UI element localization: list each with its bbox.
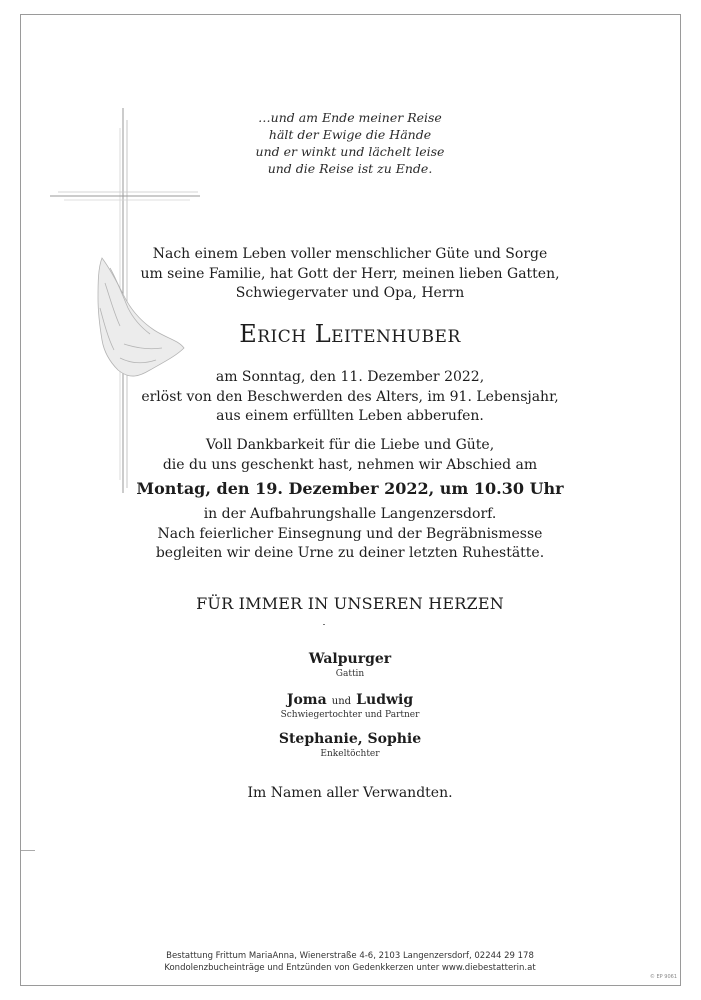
footer-line: Bestattung Frittum MariaAnna, Wienerstraße 4-6, 2103 Langenzersdorf, 02244 29 178 bbox=[166, 951, 534, 961]
footer bbox=[110, 950, 590, 974]
poem-line: und er winkt und lächelt leise bbox=[255, 144, 445, 159]
intro-text bbox=[110, 245, 590, 304]
farewell-text bbox=[110, 436, 590, 475]
family-member-role: Enkeltöchter bbox=[320, 749, 380, 759]
family-member-name: Walpurger bbox=[308, 651, 392, 667]
family-member-name: Ludwig bbox=[356, 692, 414, 708]
ceremony-line: begleiten wir deine Urne zu deiner letzten Ruhestätte. bbox=[155, 545, 545, 561]
closing-line: Im Namen aller Verwandten. bbox=[247, 785, 453, 801]
ceremony-line: Nach feierlicher Einsegnung und der Begräbnismesse bbox=[157, 525, 543, 542]
footer-line: Kondolenzbucheinträge und Entzünden von Gedenkkerzen unter www.diebestatterin.at bbox=[164, 963, 536, 973]
deceased-name: Erich Leitenhuber bbox=[239, 320, 461, 348]
intro-line: Schwiegervater und Opa, Herrn bbox=[235, 285, 465, 301]
intro-line: Nach einem Leben voller menschlicher Güte und Sorge bbox=[152, 246, 548, 262]
death-info-line: aus einem erfüllten Leben abberufen. bbox=[216, 408, 484, 424]
poem-line: hält der Ewige die Hände bbox=[268, 127, 432, 142]
family-member bbox=[150, 648, 550, 679]
print-code: © EP 9061 bbox=[649, 974, 677, 980]
death-info-line: am Sonntag, den 11. Dezember 2022, bbox=[215, 369, 485, 385]
family-member bbox=[150, 689, 550, 720]
family-member-name: Stephanie, Sophie bbox=[278, 731, 422, 747]
family-member bbox=[150, 728, 550, 759]
poem-line: und die Reise ist zu Ende. bbox=[267, 161, 433, 176]
death-info-line: erlöst von den Beschwerden des Alters, im 91. Lebensjahr, bbox=[141, 388, 559, 405]
family-member-role: Schwiegertochter und Partner bbox=[280, 710, 420, 720]
poem bbox=[130, 109, 570, 177]
ceremony-line: in der Aufbahrungshalle Langenzersdorf. bbox=[203, 506, 497, 522]
name-joiner: und bbox=[331, 696, 352, 707]
ceremony-date: Montag, den 19. Dezember 2022, um 10.30 Uhr bbox=[136, 479, 564, 498]
death-info bbox=[110, 368, 590, 427]
poem-line: …und am Ende meiner Reise bbox=[258, 110, 442, 125]
motto: FÜR IMMER IN UNSEREN HERZEN bbox=[196, 594, 504, 613]
margin-mark bbox=[21, 850, 35, 851]
speck bbox=[323, 624, 325, 625]
farewell-line: Voll Dankbarkeit für die Liebe und Güte, bbox=[205, 437, 495, 453]
family-member-name: Joma bbox=[286, 692, 327, 708]
farewell-line: die du uns geschenkt hast, nehmen wir Abschied am bbox=[162, 456, 538, 473]
ceremony-details bbox=[110, 505, 590, 564]
intro-line: um seine Familie, hat Gott der Herr, meinen lieben Gatten, bbox=[140, 265, 560, 282]
family-member-role: Gattin bbox=[335, 669, 365, 679]
